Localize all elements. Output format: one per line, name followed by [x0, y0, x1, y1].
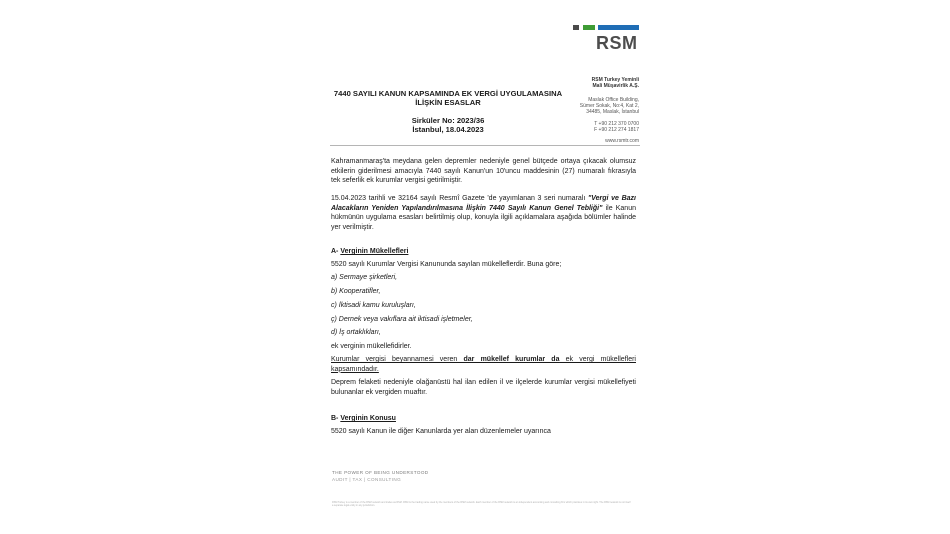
document-title [330, 89, 566, 107]
company-website[interactable]: www.rsmtr.com [605, 138, 639, 144]
note-text: Kurumlar vergisi beyannamesi veren [331, 356, 464, 363]
gazette-text-end: ile Kanun hükmünün uygulama esasları belirtilmiş olup, konuyla ilgili açıklamalara aşağıda bölümler halinde yer verilmiştir. [331, 204, 636, 231]
gazette-text: 15.04.2023 tarihli ve 32164 sayılı Resmî Gazete 'de yayımlanan 3 seri numaralı [331, 195, 588, 202]
company-name-line1: RSM Turkey Yeminli [591, 77, 639, 83]
circular-number: Sirküler No: 2023/36 [411, 116, 485, 125]
communique-name: "Vergi ve Bazı Alacakların Yeniden Yapılandırılmasına İlişkin 7440 Sayılı Kanun Genel Tebliği" [331, 195, 636, 212]
footer-slogan: THE POWER OF BEING UNDERSTOOD [332, 470, 429, 475]
section-b-title: Verginin Konusu [340, 415, 396, 422]
gazette-paragraph [331, 194, 636, 232]
footer-disclaimer: RSM Turkey is a member of the RSM network and trades as RSM. RSM is the trading name used by the members of the RSM network. Each member of the RSM network is an independent accounting and consulting firm which practices in its own right. The RSM network is not itself a separate legal entity in any jurisdiction. [332, 501, 631, 508]
company-name [592, 77, 639, 89]
header-divider [330, 145, 640, 146]
address-line1: Maslak Office Building, [588, 97, 639, 103]
address-line3: 34485, Maslak, İstanbul [586, 109, 639, 116]
company-name-line2: Mali Müşavirlik A.Ş. [592, 83, 639, 90]
limited-taxpayer-note [331, 355, 636, 374]
section-b-heading [331, 414, 636, 424]
section-a-intro: 5520 sayılı Kurumlar Vergisi Kanununda sayılan mükelleflerdir. Buna göre; [331, 261, 562, 268]
logo-bar-blue [598, 25, 639, 30]
logo-bar-gray [573, 25, 579, 30]
list-item: b) Kooperatifler, [331, 288, 381, 295]
company-address [580, 97, 639, 116]
fax-number: F +90 212 274 1817 [594, 127, 639, 134]
section-a-heading [331, 247, 636, 257]
list-item: a) Sermaye şirketleri, [331, 274, 398, 281]
circular-date: İstanbul, 18.04.2023 [412, 125, 484, 134]
section-b-text: 5520 sayılı Kanun ile diğer Kanunlarda yer alan düzenlemeler uyarınca [331, 428, 551, 435]
rsm-logo-text: RSM [596, 33, 638, 53]
section-a-end: ek verginin mükellefidirler. [331, 343, 412, 350]
rsm-logo-bars [573, 25, 639, 32]
list-item: c) İktisadi kamu kuruluşları, [331, 302, 416, 309]
section-a-prefix: A- [331, 248, 341, 255]
earthquake-exemption: Deprem felaketi nedeniyle olağanüstü hal ilan edilen il ve ilçelerde kurumlar vergisi mükellefiyeti bulunanlar ek vergiden muaftır. [331, 379, 636, 396]
address-line2: Sümer Sokak, No:4, Kat 2, [579, 103, 639, 110]
note-text-end: ek vergi mükellefleri kapsamındadır. [331, 356, 636, 373]
note-bold: dar mükellef kurumlar da [463, 356, 560, 363]
section-b-prefix: B- [331, 415, 341, 422]
title-line1: 7440 SAYILI KANUN KAPSAMINDA EK VERGİ UYGULAMASINA [333, 89, 563, 98]
phone-number: T +90 212 370 0700 [594, 121, 639, 127]
list-item: ç) Dernek veya vakıflara ait iktisadi işletmeler, [331, 316, 473, 323]
footer-services: AUDIT | TAX | CONSULTING [332, 477, 402, 482]
company-contact [594, 121, 639, 133]
section-a-title: Verginin Mükellefleri [340, 248, 409, 255]
logo-bar-green [583, 25, 595, 30]
title-line2: İLİŞKİN ESASLAR [415, 98, 481, 107]
circular-info [330, 116, 566, 134]
intro-paragraph: Kahramanmaraş'ta meydana gelen depremler nedeniyle genel bütçede ortaya çıkacak olumsuz etkilerin giderilmesi amacıyla 7440 sayılı Kanun'un 10'uncu maddesinin (27) numaralı fıkrasıyla tek seferlik ek kurumlar vergisi getirilmiştir. [331, 158, 636, 184]
list-item: d) İş ortaklıkları, [331, 329, 381, 336]
